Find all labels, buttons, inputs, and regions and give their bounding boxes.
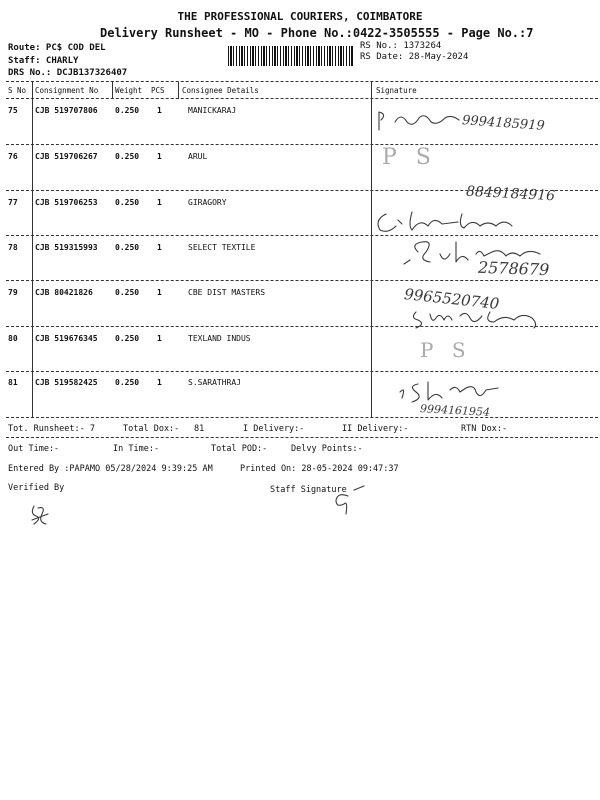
col-header-pcs: PCS — [151, 86, 165, 95]
col-header-consignment: Consignment No — [35, 86, 99, 95]
row-consignee: TEXLAND INDUS — [188, 334, 251, 343]
col-divider — [112, 82, 113, 99]
row-sno: 77 — [8, 198, 18, 207]
row-consignment: CJB 519706253 — [35, 198, 98, 207]
total-dox-label: Total Dox:- — [123, 424, 180, 434]
handwritten-initials: P S — [382, 145, 437, 170]
runsheet-title: Delivery Runsheet - MO - Phone No.:0422-3505555 - Page No.:7 — [100, 26, 534, 40]
row-consignment: CJB 519582425 — [35, 378, 98, 387]
col-header-signature: Signature — [376, 86, 417, 95]
signature-scribble — [375, 108, 465, 133]
handwritten-phone: 2578679 — [477, 257, 550, 280]
verifier-signature — [28, 502, 52, 528]
row-sno: 78 — [8, 243, 18, 252]
row-weight: 0.250 — [115, 198, 140, 207]
col-divider — [178, 82, 179, 99]
row-consignee: SELECT TEXTILE — [188, 243, 256, 252]
rs-date: RS Date: 28-May-2024 — [360, 52, 469, 62]
staff-signature-label: Staff Signature — [270, 485, 347, 495]
staff-signature — [330, 484, 370, 520]
company-name: THE PROFESSIONAL COURIERS, COIMBATORE — [177, 10, 423, 23]
row-sno: 76 — [8, 152, 18, 161]
drs-number: DRS No.: DCJB137326407 — [8, 68, 128, 78]
rtn-dox: RTN Dox:- — [461, 424, 508, 434]
row-pcs: 1 — [157, 243, 162, 252]
handwritten-phone: 9994185919 — [461, 113, 546, 134]
total-dox-value: 81 — [194, 424, 205, 434]
out-time: Out Time:- — [8, 444, 60, 454]
entered-by: Entered By :PAPAMO 05/28/2024 9:39:25 AM — [8, 464, 213, 474]
row-pcs: 1 — [157, 198, 162, 207]
signature-scribble — [396, 378, 516, 406]
total-runsheet: Tot. Runsheet:- 7 — [8, 424, 95, 434]
row-pcs: 1 — [157, 152, 162, 161]
handwritten-initials: P S — [420, 338, 472, 362]
total-pod: Total POD:- — [211, 444, 268, 454]
row-pcs: 1 — [157, 106, 162, 115]
row-weight: 0.250 — [115, 106, 140, 115]
col-header-sno: S No — [8, 86, 27, 95]
row-pcs: 1 — [157, 334, 162, 343]
table-header-rule — [6, 98, 598, 99]
row-weight: 0.250 — [115, 378, 140, 387]
col-divider — [32, 82, 33, 417]
col-header-consignee: Consignee Details — [182, 86, 259, 95]
table-bottom-rule — [6, 417, 598, 418]
row-divider — [6, 144, 598, 145]
row-consignee: CBE DIST MASTERS — [188, 288, 266, 297]
in-time: In Time:- — [113, 444, 160, 454]
row-divider — [6, 371, 598, 372]
handwritten-phone: 9994161954 — [419, 402, 491, 419]
printed-on: Printed On: 28-05-2024 09:47:37 — [240, 464, 399, 474]
row-sno: 80 — [8, 334, 18, 343]
barcode — [228, 46, 354, 66]
ii-delivery: II Delivery:- — [342, 424, 409, 434]
row-divider — [6, 326, 598, 327]
row-consignee: GIRAGORY — [188, 198, 227, 207]
verified-by-label: Verified By — [8, 483, 65, 493]
row-consignment: CJB 519706267 — [35, 152, 98, 161]
footer-rule — [6, 437, 598, 438]
row-divider — [6, 235, 598, 236]
row-pcs: 1 — [157, 288, 162, 297]
delivery-points: Delvy Points:- — [291, 444, 363, 454]
row-consignment: CJB 519315993 — [35, 243, 98, 252]
row-sno: 79 — [8, 288, 18, 297]
row-weight: 0.250 — [115, 334, 140, 343]
row-sno: 75 — [8, 106, 18, 115]
rs-number: RS No.: 1373264 — [360, 41, 442, 51]
row-consignment: CJB 80421826 — [35, 288, 93, 297]
row-consignee: S.SARATHRAJ — [188, 378, 241, 387]
table-top-rule — [6, 81, 598, 82]
row-weight: 0.250 — [115, 152, 140, 161]
row-consignee: MANICKARAJ — [188, 106, 237, 115]
handwritten-phone: 9965520740 — [403, 285, 501, 313]
row-sno: 81 — [8, 378, 18, 387]
row-consignee: ARUL — [188, 152, 208, 161]
col-divider — [371, 82, 372, 417]
row-weight: 0.250 — [115, 243, 140, 252]
handwritten-phone: 8849184916 — [465, 183, 556, 205]
i-delivery: I Delivery:- — [243, 424, 305, 434]
row-consignment: CJB 519676345 — [35, 334, 98, 343]
route-label: Route: PC$ COD DEL — [8, 43, 106, 53]
row-consignment: CJB 519707806 — [35, 106, 98, 115]
col-header-weight: Weight — [115, 86, 143, 95]
row-divider — [6, 280, 598, 281]
row-weight: 0.250 — [115, 288, 140, 297]
staff-label: Staff: CHARLY — [8, 56, 79, 66]
row-pcs: 1 — [157, 378, 162, 387]
signature-scribble — [372, 206, 522, 236]
